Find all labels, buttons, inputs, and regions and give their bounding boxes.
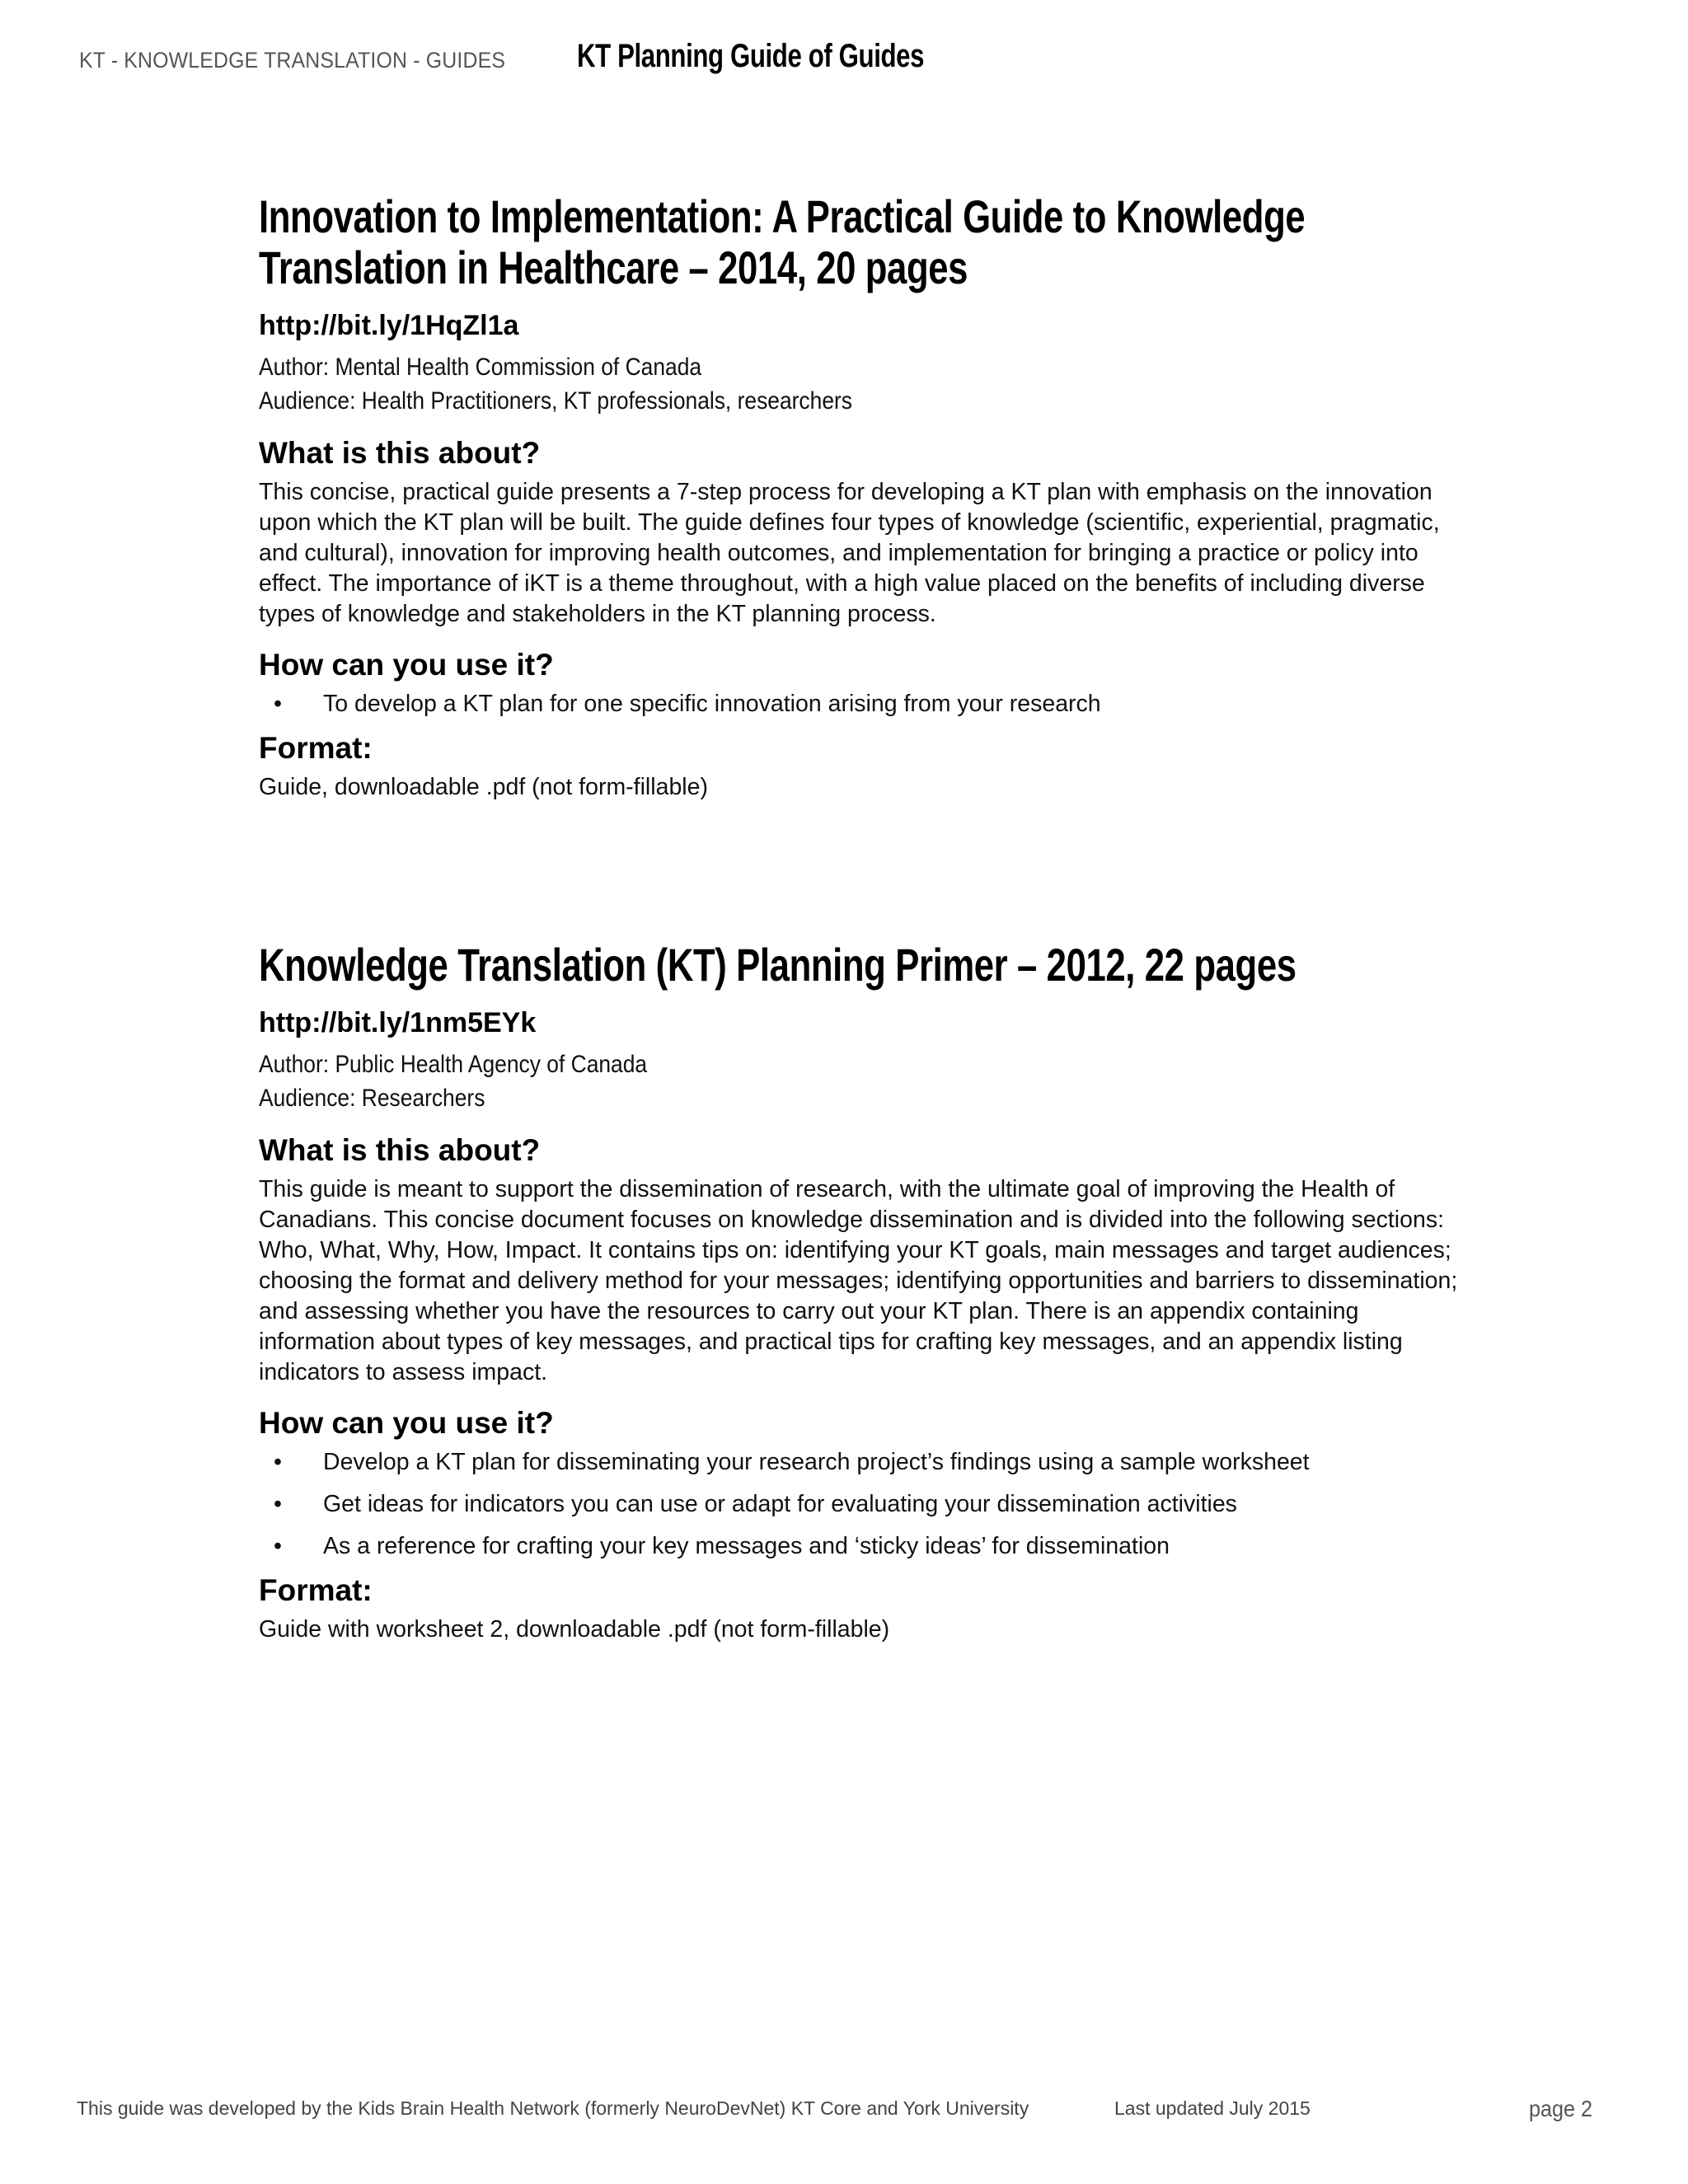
use-list [259,1447,1479,1562]
entry-url-link[interactable]: http://bit.ly/1HqZl1a [259,310,519,341]
use-list-item: • To develop a KT plan for one specific innovation arising from your research [259,689,1479,719]
entry-meta [259,350,1479,418]
entry-meta [259,1047,1479,1115]
use-list-item: • Develop a KT plan for disseminating your research project’s findings using a sample worksheet [259,1447,1479,1478]
entry-title-line-1: Knowledge Translation (KT) Planning Primer – 2012, 22 pages [259,939,1296,991]
guide-entry-kt-planning-primer [259,940,1479,1645]
entry-title [259,939,1296,991]
about-text: This guide is meant to support the dissemination of research, with the ultimate goal of improving the Health of Canadians. This concise document focuses on knowledge dissemination and is divided into the following sections: Who, What, Why, How, Impact. It contains tips on: identifying your KT goals, main messages and target audiences; choosing the format and delivery method for your messages; identifying opportunities and barriers to dissemination; and assessing whether you have the resources to carry out your KT plan. There is an appendix containing information about types of key messages, and practical tips for crafting key messages, and an appendix listing indicators to assess impact. [259,1176,1458,1385]
entry-audience: Audience: Health Practitioners, KT professionals, researchers [259,387,853,415]
about-heading: What is this about? [259,1133,541,1167]
footer-credit: This guide was developed by the Kids Brain Health Network (formerly NeuroDevNet) KT Core and York University [77,2097,1029,2119]
entry-url-link[interactable]: http://bit.ly/1nm5EYk [259,1007,537,1038]
use-list-item: • As a reference for crafting your key messages and ‘sticky ideas’ for dissemination [259,1531,1479,1562]
header-series-label: KT - KNOWLEDGE TRANSLATION - GUIDES [79,48,506,73]
use-heading: How can you use it? [259,1406,554,1440]
use-list-item: • Get ideas for indicators you can use or adapt for evaluating your dissemination activities [259,1489,1479,1520]
entry-author: Author: Mental Health Commission of Canada [259,354,702,381]
format-heading: Format: [259,731,373,765]
footer-page-number: page 2 [1529,2096,1593,2121]
about-text: This concise, practical guide presents a 7-step process for developing a KT plan with emphasis on the innovation upon which the KT plan will be built. The guide defines four types of knowledge (scientific, experiential, pragmatic, and cultural), innovation for improving health outcomes, and implementation for bringing a practice or policy into effect. The importance of iKT is a theme throughout, with a high value placed on the benefits of including diverse types of knowledge and stakeholders in the KT planning process. [259,479,1440,627]
entry-title-line-1: Innovation to Implementation: A Practical Guide to Knowledge [259,190,1306,242]
header-document-title: KT Planning Guide of Guides [577,38,925,74]
use-list [259,689,1479,719]
format-heading: Format: [259,1573,373,1607]
entry-author: Author: Public Health Agency of Canada [259,1051,648,1078]
entry-title [259,190,1306,293]
format-text: Guide, downloadable .pdf (not form-fillable) [259,774,708,800]
about-heading: What is this about? [259,436,541,470]
use-heading: How can you use it? [259,648,554,682]
guide-entry-innovation-to-implementation [259,191,1479,803]
footer-last-updated: Last updated July 2015 [1114,2097,1311,2119]
entry-title-line-2: Translation in Healthcare – 2014, 20 pages [259,241,968,293]
format-text: Guide with worksheet 2, downloadable .pdf (not form-fillable) [259,1616,890,1643]
entry-audience: Audience: Researchers [259,1085,485,1112]
